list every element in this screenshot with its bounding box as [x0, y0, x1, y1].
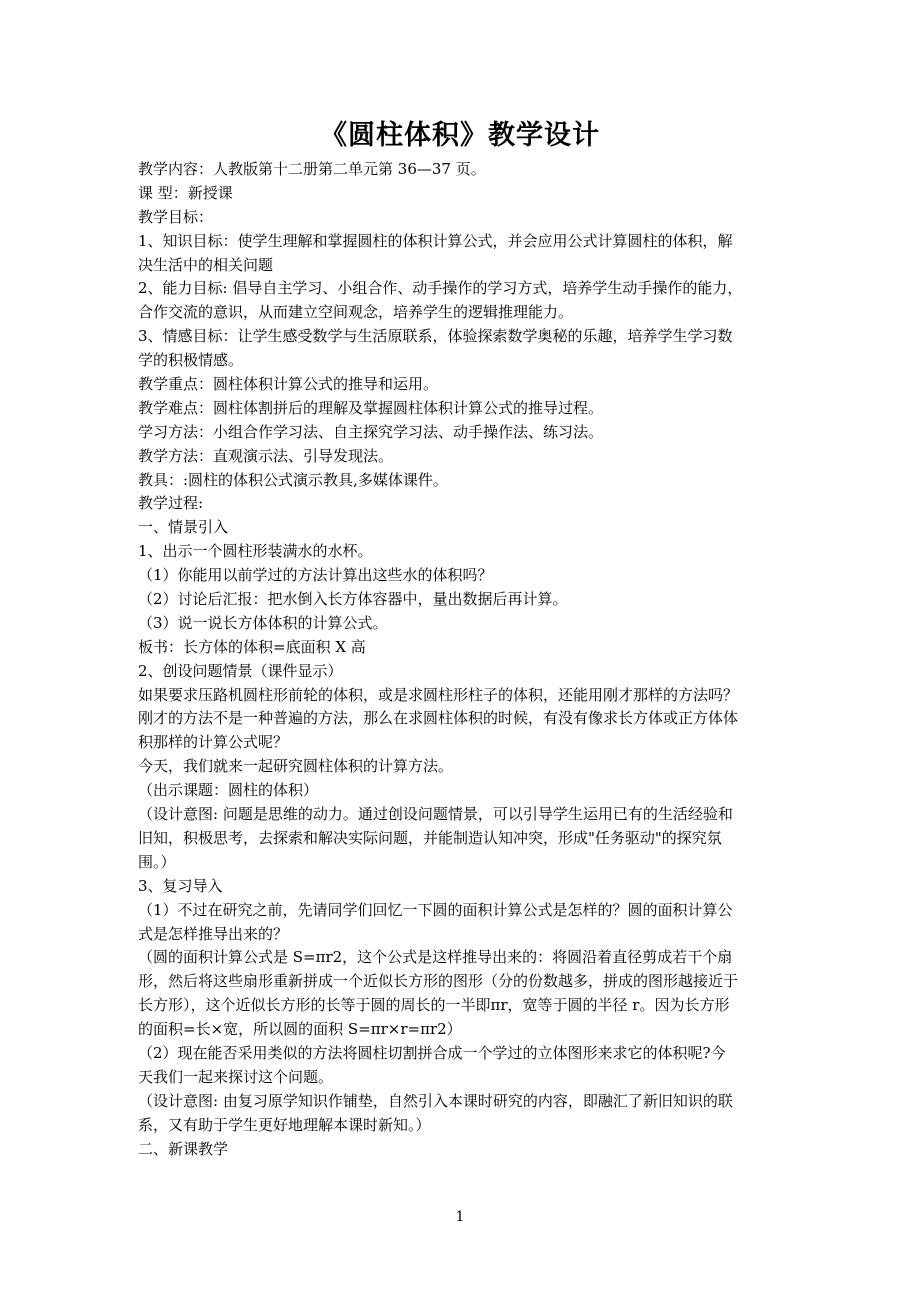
page-number: 1 [455, 1209, 465, 1225]
text-line: （1）你能用以前学过的方法计算出这些水的体积吗？ [138, 566, 493, 585]
text-line: （设计意图: 问题是思维的动力。通过创设问题情景，可以引导学生运用已有的生活经验和 [138, 805, 733, 824]
text-line: 教学目标： [138, 207, 214, 226]
text-line: 1、知识目标：使学生理解和掌握圆柱的体积计算公式，并会应用公式计算圆柱的体积，解 [138, 231, 733, 250]
text-line: 板书：长方体的体积=底面积 X 高 [138, 637, 366, 656]
text-line: 教学方法：直观演示法、引导发现法。 [138, 446, 394, 465]
text-line: 教学过程: [138, 494, 204, 513]
text-line: 积那样的计算公式呢？ [138, 733, 289, 752]
text-line: 围。） [138, 852, 176, 871]
document-title: 《圆柱体积》教学设计 [320, 120, 600, 151]
text-line: （2）讨论后汇报：把水倒入长方体容器中，量出数据后再计算。 [138, 590, 568, 609]
text-line: 教学难点：圆柱体割拼后的理解及掌握圆柱体积计算公式的推导过程。 [138, 398, 604, 417]
text-line: 决生活中的相关问题 [138, 255, 274, 274]
text-line: 教具：:圆柱的体积公式演示教具,多媒体课件。 [138, 470, 448, 489]
text-line: 3、情感目标：让学生感受数学与生活原联系，体验探索数学奥秘的乐趣，培养学生学习数 [138, 327, 733, 346]
text-line: 长方形），这个近似长方形的长等于圆的周长的一半即πr，宽等于圆的半径 r。因为长方形 [138, 996, 730, 1015]
text-line: （设计意图: 由复习原学知识作铺垫，自然引入本课时研究的内容，即融汇了新旧知识的联 [138, 1091, 733, 1110]
text-line: 旧知，积极思考，去探索和解决实际问题，并能制造认知冲突，形成"任务驱动"的探究氛 [138, 828, 722, 847]
text-line: 二、新课教学 [138, 1139, 229, 1158]
text-line: 形，然后将这些扇形重新拼成一个近似长方形的图形（分的份数越多，拼成的图形越接近于 [138, 972, 739, 991]
text-line: 学的积极情感。 [138, 351, 244, 370]
text-line: 今天，我们就来一起研究圆柱体积的计算方法。 [138, 757, 454, 776]
text-line: 1、出示一个圆柱形装满水的水杯。 [138, 542, 373, 561]
text-line: 教学内容：人教版第十二册第二单元第 36—37 页。 [138, 160, 486, 178]
text-line: 的面积=长×宽，所以圆的面积 S=πr×r=πr2） [138, 1020, 462, 1039]
text-line: 天我们一起来探讨这个问题。 [138, 1067, 334, 1086]
text-line: 刚才的方法不是一种普遍的方法，那么在求圆柱体积的时候，有没有像求长方体或正方体体 [138, 709, 739, 728]
text-line: 课 型：新授课 [138, 183, 233, 202]
text-line: 学习方法：小组合作学习法、自主探究学习法、动手操作法、练习法。 [138, 422, 604, 441]
text-line: （圆的面积计算公式是 S=πr2，这个公式是这样推导出来的：将圆沿着直径剪成若干个扇 [138, 948, 733, 967]
text-line: 如果要求压路机圆柱形前轮的体积，或是求圆柱形柱子的体积，还能用刚才那样的方法吗？ [138, 685, 739, 704]
text-line: 3、复习导入 [138, 876, 223, 895]
text-line: （2）现在能否采用类似的方法将圆柱切割拼合成一个学过的立体图形来求它的体积呢?今 [138, 1043, 726, 1062]
text-line: （出示课题：圆柱的体积） [138, 781, 319, 800]
text-line: 一、情景引入 [138, 518, 229, 537]
text-line: 式是怎样推导出来的？ [138, 924, 289, 943]
text-line: （1）不过在研究之前，先请同学们回忆一下圆的面积计算公式是怎样的？圆的面积计算公 [138, 900, 733, 919]
text-line: 系，又有助于学生更好地理解本课时新知。） [138, 1115, 431, 1134]
document-body [138, 158, 786, 1161]
text-line: （3）说一说长方体体积的计算公式。 [138, 613, 388, 632]
text-line: 2、能力目标: 倡导自主学习、小组合作、动手操作的学习方式，培养学生动手操作的能力， [138, 279, 743, 298]
text-line: 合作交流的意识，从而建立空间观念，培养学生的逻辑推理能力。 [138, 303, 574, 322]
text-line: 2、创设问题情景（课件显示） [138, 661, 343, 680]
text-line: 教学重点：圆柱体积计算公式的推导和运用。 [138, 375, 439, 394]
